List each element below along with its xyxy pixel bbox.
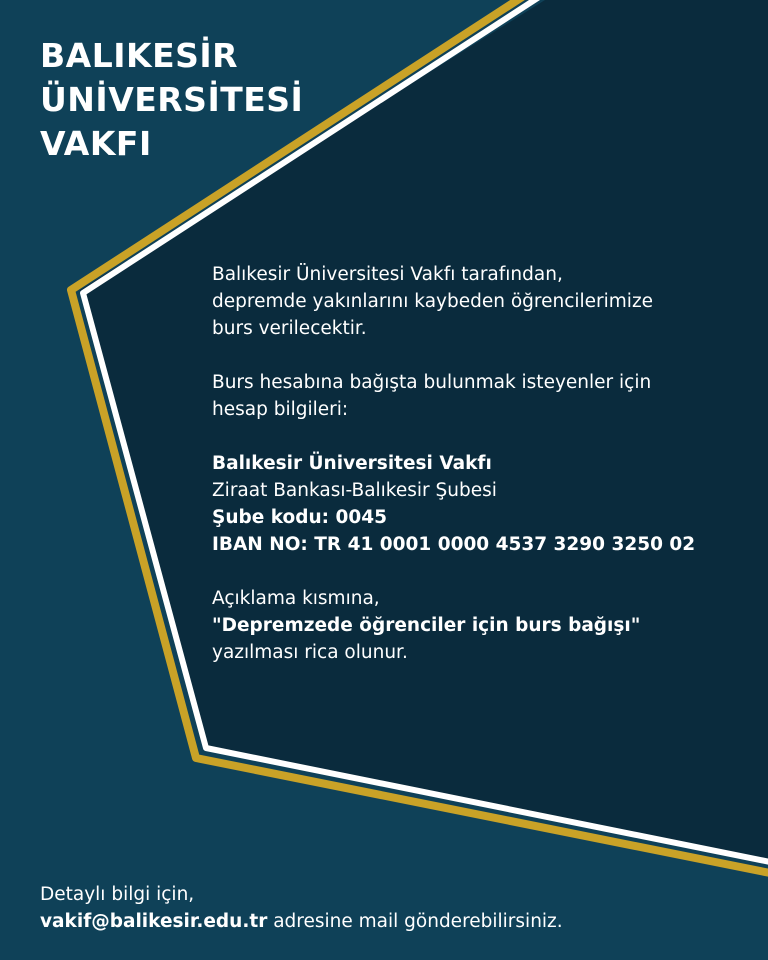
contact-footer: [40, 881, 563, 935]
bank-branch: Ziraat Bankası-Balıkesir Şubesi: [212, 480, 497, 501]
title-line: BALIKESİR: [40, 36, 239, 75]
note-description-text: "Depremzede öğrenciler için burs bağışı": [212, 615, 641, 636]
donation-line: Burs hesabına bağışta bulunmak isteyenler için: [212, 372, 652, 393]
contact-email-link[interactable]: vakif@balikesir.edu.tr: [40, 911, 268, 932]
spacer: [212, 558, 752, 585]
spacer: [212, 342, 752, 369]
foundation-title: [40, 34, 303, 166]
footer-text: adresine mail gönderebilirsiniz.: [267, 911, 563, 932]
intro-line: Balıkesir Üniversitesi Vakfı tarafından,: [212, 264, 563, 285]
donation-line: hesap bilgileri:: [212, 399, 349, 420]
announcement-text: [212, 261, 752, 666]
iban-number: IBAN NO: TR 41 0001 0000 4537 3290 3250 02: [212, 534, 696, 555]
intro-line: depremde yakınlarını kaybeden öğrencilerimize: [212, 291, 654, 312]
account-name: Balıkesir Üniversitesi Vakfı: [212, 453, 492, 474]
intro-line: burs verilecektir.: [212, 318, 367, 339]
title-line: ÜNİVERSİTESİ: [40, 80, 304, 119]
title-line: VAKFI: [40, 124, 152, 163]
footer-line: [40, 908, 563, 935]
spacer: [212, 423, 752, 450]
branch-code: Şube kodu: 0045: [212, 507, 387, 528]
note-line: yazılması rica olunur.: [212, 642, 408, 663]
note-line: Açıklama kısmına,: [212, 588, 380, 609]
footer-line: Detaylı bilgi için,: [40, 884, 195, 905]
